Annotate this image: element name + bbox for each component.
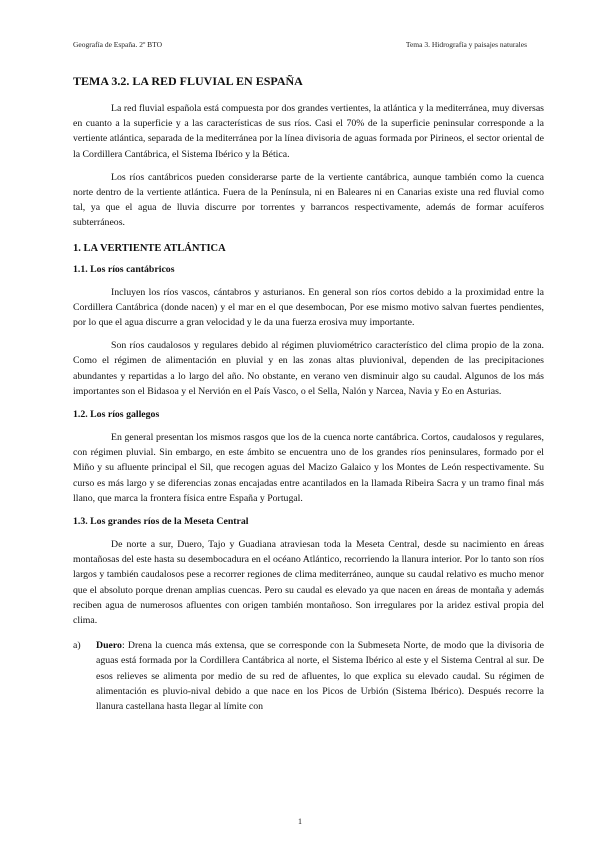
- subsection-title-rios-cantabricos: 1.1. Los ríos cantábricos: [73, 263, 175, 275]
- list-item-term: Duero: [96, 640, 122, 652]
- page-number: 1: [298, 817, 302, 826]
- list-item-body: : Drena la cuenca más extensa, que se corresponde con la Submeseta Norte, de modo que la divisoria de aguas está formada por la Cordillera Cantábrica al norte, el Sistema Ibérico al este y el Sistema Central al sur. De esos relieves se alimenta por medio de su red de afluentes, lo que explica su elevado caudal. Su régimen de alimentación es pluvio-nival debido a que nace en los Picos de Urbión (Sistema Ibérico). Después recorre la llanura castellana hasta llegar al límite con: [96, 640, 544, 713]
- list-item-duero: [73, 638, 544, 714]
- header-left: Geografía de España. 2º BTO: [73, 40, 163, 49]
- section-title-vertiente-atlantica: 1. LA VERTIENTE ATLÁNTICA: [73, 242, 226, 254]
- list-item-label: a): [73, 640, 81, 652]
- subsection-title-rios-gallegos: 1.2. Los ríos gallegos: [73, 409, 160, 421]
- header-right: Tema 3. Hidrografía y paisajes naturales: [405, 40, 527, 49]
- intro-paragraph-1: La red fluvial española está compuesta por dos grandes vertientes, la atlántica y la mediterránea, muy diversas en cuanto a la superficie y a las características de sus ríos. Casi el 70% de la superficie peninsular corresponde a la vertiente atlántica, separada de la mediterránea por la línea divisoria de aguas formada por Pirineos, el sector oriental de la Cordillera Cantábrica, el Sistema Ibérico y la Bética.: [73, 103, 544, 160]
- paragraph: En general presentan los mismos rasgos que los de la cuenca norte cantábrica. Cortos, caudalosos y regulares, con régimen pluvial. Sin embargo, en este ámbito se encuentra uno de los grandes ríos peninsulares, formado por el Miño y su afluente principal el Sil, que recogen aguas del Macizo Galaico y los Montes de León respectivamente. Su curso es más largo y se diferencias zonas encajadas entre acantilados en la llamada Ribeira Sacra y un tramo final más llano, que marca la frontera física entre España y Portugal.: [73, 432, 544, 504]
- intro-paragraph-2: Los ríos cantábricos pueden considerarse parte de la vertiente cantábrica, aunque también como la cuenca norte dentro de la vertiente atlántica. Fuera de la Península, ni en Baleares ni en Canarias existe una red fluvial como tal, ya que el agua de lluvia discurre por torrentes y barrancos respectivamente, además de formar acuíferos subterráneos.: [73, 171, 544, 229]
- subsection-title-rios-meseta: 1.3. Los grandes ríos de la Meseta Central: [73, 516, 249, 528]
- paragraph: Son ríos caudalosos y regulares debido al régimen pluviométrico característico del clima propio de la zona. Como el régimen de alimentación en pluvial y en las zonas altas pluvionival, dependen de las precipitaciones abundantes y repartidas a lo largo del año. No obstante, en verano ven disminuir algo su caudal. Algunos de los más importantes son el Bidasoa y el Nervión en el País Vasco, o el Sella, Nalón y Narcea, Navia y Eo en Asturias.: [73, 340, 544, 397]
- page-title: TEMA 3.2. LA RED FLUVIAL EN ESPAÑA: [73, 74, 303, 88]
- paragraph: Incluyen los ríos vascos, cántabros y asturianos. En general son ríos cortos debido a la proximidad entre la Cordillera Cantábrica (donde nacen) y el mar en el que desembocan, Por ese mismo motivo salvan fuertes pendientes, por lo que el agua discurre a gran velocidad y le da una fuerza erosiva muy importante.: [73, 286, 544, 329]
- page-content: [73, 64, 544, 714]
- paragraph: De norte a sur, Duero, Tajo y Guadiana atraviesan toda la Meseta Central, desde su nacimiento en áreas montañosas del este hasta su desembocadura en el océano Atlántico, recorriendo la llanura interior. Por lo tanto son ríos largos y también caudalosos pese a recorrer regiones de clima mediterráneo, aunque su caudal relativo es mucho menor que el absoluto porque drenan amplias cuencas. Pero su caudal es elevado ya que nacen en áreas de montaña y además reciben agua de numerosos afluentes con origen también montañoso. Son irregulares por la aridez estival propia del clima.: [73, 539, 544, 627]
- list-item-text: [96, 638, 544, 714]
